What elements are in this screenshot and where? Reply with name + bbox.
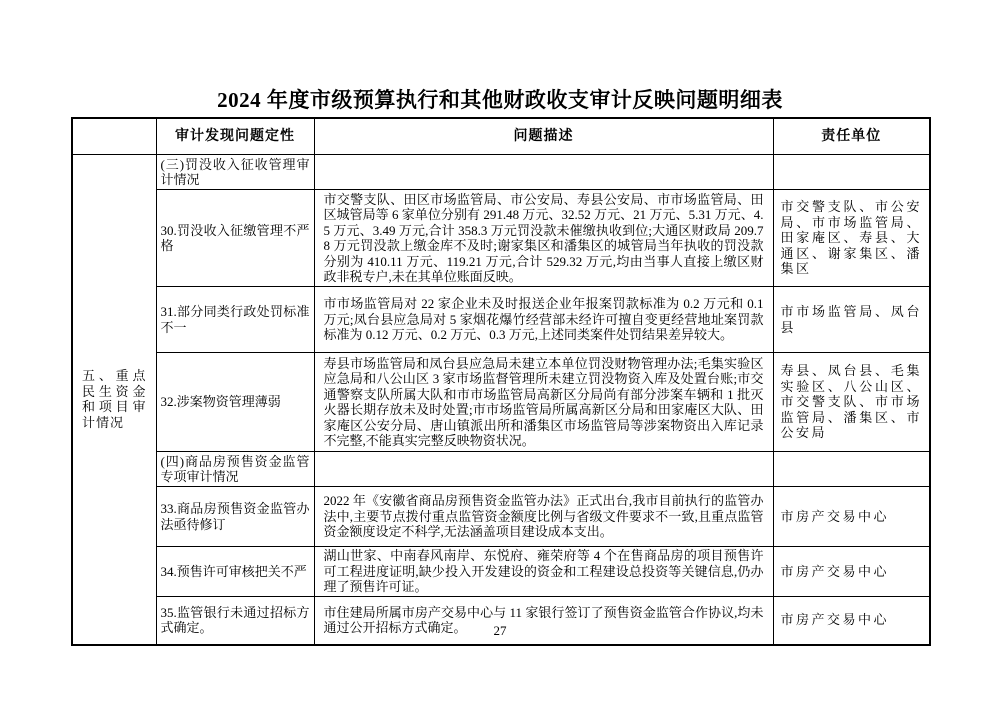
responsible-unit: 市市场监管局、凤台县 [773,287,930,353]
table-row-item-32 [72,353,930,452]
responsible-unit: 寿县、凤台县、毛集实验区、八公山区、市交警支队、市市场监管局、潘集区、市公安局 [773,353,930,452]
page-title: 2024 年度市级预算执行和其他财政收支审计反映问题明细表 [217,88,783,112]
responsible-unit: 市房产交易中心 [773,547,930,597]
problem-description: 寿县市场监管局和凤台县应急局未建立本单位罚没财物管理办法;毛集实验区应急局和八公山区 3 家市场监督管理所未建立罚没物资入库及处置台账;市交通警察支队所属大队和市市场监管局高新区分局尚有部分涉案车辆和 1 批灭火器长期存放未及时处置;市市场监管局所属高新区分局和田家庵区大队、田家庵区公安分局、唐山镇派出所和潘集区市场监管局等涉案物资出入库记录不完整,不能真实完整反映物资状况。 [314,353,773,452]
header-description: 问题描述 [314,118,773,155]
problem-label: 35.监管银行未通过招标方式确定。 [156,596,314,645]
section-description-empty [314,155,773,190]
header-unit: 责任单位 [773,118,930,155]
problem-label: 32.涉案物资管理薄弱 [156,353,314,452]
table-row-item-30 [72,190,930,287]
category-cell: 五、重点民生资金和项目审计情况 [72,155,156,645]
section-unit-empty [773,155,930,190]
problem-description: 湖山世家、中南春风南岸、东悦府、雍荣府等 4 个在售商品房的项目预售许可工程进度证明,缺少投入开发建设的资金和工程建设总投资等关键信息,仍办理了预售许可证。 [314,547,773,597]
responsible-unit: 市交警支队、市公安局、市市场监管局、田家庵区、寿县、大通区、谢家集区、潘集区 [773,190,930,287]
table-row-item-31 [72,287,930,353]
header-problem-type: 审计发现问题定性 [156,118,314,155]
problem-label: 30.罚没收入征缴管理不严格 [156,190,314,287]
problem-description: 2022 年《安徽省商品房预售资金监管办法》正式出台,我市目前执行的监管办法中,主要节点拨付重点监管资金额度比例与省级文件要求不一致,且重点监管资金额度设定不科学,无法涵盖项目建设成本支出。 [314,487,773,547]
page-number: 27 [493,623,507,638]
table-row-item-33 [72,487,930,547]
section-description-empty [314,452,773,487]
section-label: (四)商品房预售资金监管专项审计情况 [156,452,314,487]
audit-findings-table [71,117,931,646]
responsible-unit: 市房产交易中心 [773,487,930,547]
section-unit-empty [773,452,930,487]
table-header-row [72,118,930,155]
responsible-unit: 市房产交易中心 [773,596,930,645]
problem-description: 市市场监管局对 22 家企业未及时报送企业年报案罚款标准为 0.2 万元和 0.1 万元;凤台县应急局对 5 家烟花爆竹经营部未经许可擅自变更经营地址案罚款标准为 0.12 万元、0.2 万元、0.3 万元,上述同类案件处罚结果差异较大。 [314,287,773,353]
table-row-section-4 [72,452,930,487]
table-row-item-34 [72,547,930,597]
section-label: (三)罚没收入征收管理审计情况 [156,155,314,190]
problem-label: 33.商品房预售资金监管办法亟待修订 [156,487,314,547]
problem-description: 市交警支队、田区市场监管局、市公安局、寿县公安局、市市场监管局、田区城管局等 6 家单位分别有 291.48 万元、32.52 万元、21 万元、5.31 万元、4.5 万元、3.49 万元,合计 358.3 万元罚没款未催缴执收到位;大通区财政局 209.78 万元罚没款上缴金库不及时;谢家集区和潘集区的城管局当年执收的罚没款分别为 410.11 万元、119.21 万元,合计 529.32 万元,均由当事人直接上缴区财政非税专户,未在其单位账面反映。 [314,190,773,287]
problem-label: 34.预售许可审核把关不严 [156,547,314,597]
table-row-section-3 [72,155,930,190]
problem-description: 市住建局所属市房产交易中心与 11 家银行签订了预售资金监管合作协议,均未通过公开招标方式确定。 [314,596,773,645]
header-empty-cell [72,118,156,155]
problem-label: 31.部分同类行政处罚标准不一 [156,287,314,353]
